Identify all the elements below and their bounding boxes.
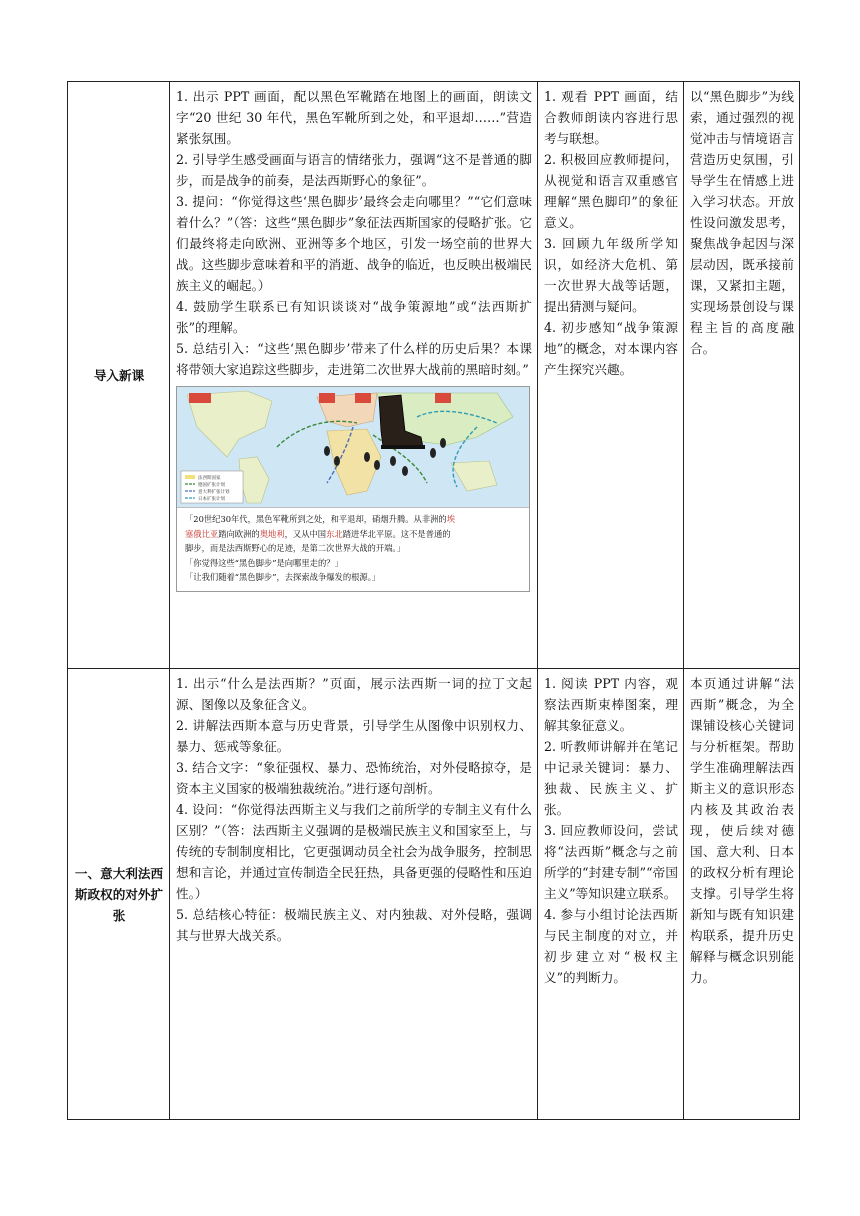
stage-cell	[68, 82, 170, 669]
teacher-activity-cell	[170, 669, 538, 1120]
student-step: 1. 观看 PPT 画面，结合教师朗读内容进行思考与联想。	[544, 89, 678, 146]
teacher-step: 4. 鼓励学生联系已有知识谈谈对“战争策源地”或“法西斯扩张”的理解。	[176, 299, 532, 335]
legend-item: 德国扩张计划	[198, 483, 225, 488]
design-intent-cell	[684, 82, 800, 669]
student-step: 3. 回应教师设问，尝试将“法西斯”概念与之前所学的“封建专制”“帝国主义”等知识建立联系。	[544, 823, 678, 901]
stage-cell	[68, 669, 170, 1120]
legend-item: 法西斯国家	[198, 476, 221, 481]
student-step: 3. 回顾九年级所学知识，如经济大危机、第一次世界大战等话题，提出猜测与疑问。	[544, 236, 678, 314]
caption-line: 「20世纪30年代，黑色军靴所到之处，和平退却，硝烟升腾。从非洲的埃	[185, 514, 456, 524]
design-intent-cell	[684, 669, 800, 1120]
ppt-slide-image	[176, 386, 530, 592]
student-activity-cell	[538, 669, 684, 1120]
teacher-step: 4. 设问：“你觉得法西斯主义与我们之前所学的专制主义有什么区别？”（答：法西斯主义强调的是极端民族主义和国家至上，与传统的专制制度相比，它更强调动员全社会为战争服务，控制思想和言论，并通过宣传制造全民狂热，具备更强的侵略性和压迫性。）	[176, 802, 532, 901]
teacher-activity-cell	[170, 82, 538, 669]
caption-line: 塞俄比亚踏向欧洲的奥地利，又从中国东北踏进华北平原。这不是普通的	[185, 528, 451, 539]
lesson-plan-table	[67, 81, 800, 1120]
student-step: 4. 参与小组讨论法西斯与民主制度的对立，并初步建立对“极权主义”的判断力。	[544, 907, 678, 985]
teacher-step: 2. 讲解法西斯本意与历史背景，引导学生从图像中识别权力、暴力、惩戒等象征。	[176, 718, 532, 754]
student-activity-cell	[538, 82, 684, 669]
teacher-step: 5. 总结核心特征：极端民族主义、对内独裁、对外侵略，强调其与世界大战关系。	[176, 907, 532, 943]
teacher-step: 3. 结合文字：“象征强权、暴力、恐怖统治，对外侵略掠夺，是资本主义国家的极端独裁统治。”进行逐句剖析。	[176, 760, 532, 796]
world-map-image	[177, 387, 529, 507]
stage-label: 一、意大利法西斯政权的对外扩张	[74, 865, 164, 923]
stage-label: 导入新课	[93, 367, 145, 383]
table-row	[68, 669, 800, 1120]
teacher-step: 3. 提问：“你觉得这些‘黑色脚步’最终会走向哪里？”“它们意味着什么？”（答：这些“黑色脚步”象征法西斯国家的侵略扩张。它们最终将走向欧洲、亚洲等多个地区，引发一场空前的世界大战。这些脚步意味着和平的消逝、战争的临近，也反映出极端民族主义的崛起。）	[176, 194, 532, 293]
caption-line: 脚步，而是法西斯野心的足迹，是第二次世界大战的开端。」	[185, 543, 405, 553]
table-row	[68, 82, 800, 669]
slide-caption	[177, 507, 529, 591]
teacher-step: 5. 总结引入：“这些‘黑色脚步’带来了什么样的历史后果？本课将带领大家追踪这些脚步，走进第二次世界大战前的黑暗时刻。”	[176, 341, 532, 377]
student-step: 2. 听教师讲解并在笔记中记录关键词：暴力、独裁、民族主义、扩张。	[544, 739, 678, 817]
teacher-step: 1. 出示 PPT 画面，配以黑色军靴踏在地图上的画面，朗读文字“20 世纪 30 年代，黑色军靴所到之处，和平退却……”营造紧张氛围。	[176, 89, 532, 146]
student-step: 2. 积极回应教师提问，从视觉和语言双重感官理解“黑色脚印”的象征意义。	[544, 152, 678, 230]
caption-line: 「让我们随着“黑色脚步”，去探索战争爆发的根源。」	[185, 572, 381, 582]
design-intent-text: 以“黑色脚步”为线索，通过强烈的视觉冲击与情境语言营造历史氛围，引导学生在情感上进入学习状态。开放性设问激发思考，聚焦战争起因与深层动因，既承接前课，又紧扣主题，实现场景创设与课程主旨的高度融合。	[690, 89, 794, 356]
legend-item: 日本扩张计划	[198, 497, 225, 502]
world-map-graphic	[177, 387, 529, 507]
design-intent-text: 本页通过讲解“法西斯”概念，为全课铺设核心关键词与分析框架。帮助学生准确理解法西斯主义的意识形态内核及其政治表现，使后续对德国、意大利、日本的政权分析有理论支撑。引导学生将新知与既有知识建构联系，提升历史解释与概念识别能力。	[690, 676, 794, 985]
teacher-step: 1. 出示“什么是法西斯？”页面，展示法西斯一词的拉丁文起源、图像以及象征含义。	[176, 676, 532, 712]
caption-line: 「你觉得这些“黑色脚步”是向哪里走的？」	[185, 557, 343, 568]
student-step: 1. 阅读 PPT 内容，观察法西斯束棒图案，理解其象征意义。	[544, 676, 678, 733]
legend-item: 意大利扩张计划	[198, 490, 230, 495]
teacher-step: 2. 引导学生感受画面与语言的情绪张力，强调“这不是普通的脚步，而是战争的前奏，是法西斯野心的象征”。	[176, 152, 532, 188]
student-step: 4. 初步感知“战争策源地”的概念，对本课内容产生探究兴趣。	[544, 320, 678, 377]
